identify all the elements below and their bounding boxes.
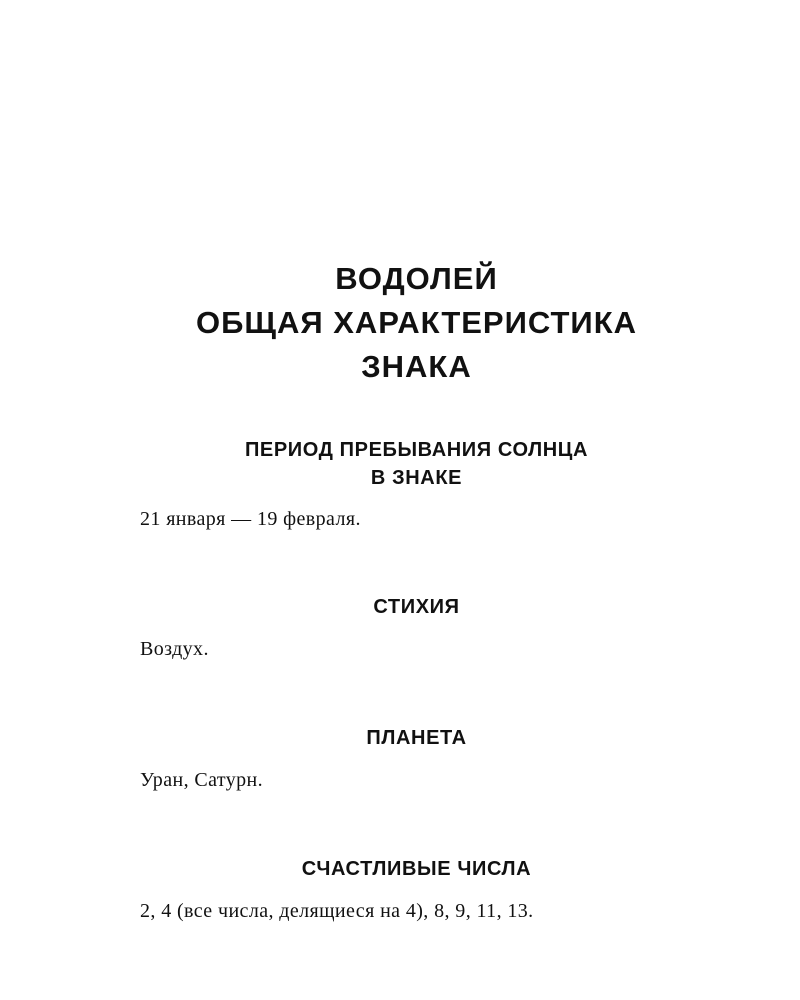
section-body-element: Воздух. — [140, 638, 209, 660]
section-heading-line: СЧАСТЛИВЫЕ ЧИСЛА — [301, 858, 532, 880]
section-heading-line: ПЕРИОД ПРЕБЫВАНИЯ СОЛНЦА — [244, 439, 589, 461]
section-heading-line: ПЛАНЕТА — [366, 727, 467, 749]
section-heading-line: В ЗНАКЕ — [370, 467, 463, 489]
section-heading-planet — [0, 724, 800, 752]
chapter-title-line: ВОДОЛЕЙ — [335, 261, 498, 296]
section-body-sun-period: 21 января — 19 февраля. — [140, 508, 361, 530]
section-body-planet: Уран, Сатурн. — [140, 769, 264, 791]
section-heading-lucky-numbers — [0, 855, 800, 883]
section-heading-sun-period — [0, 436, 800, 492]
section-heading-element — [0, 593, 800, 621]
section-body-lucky-numbers: 2, 4 (все числа, делящиеся на 4), 8, 9, 11, 13. — [140, 900, 534, 922]
chapter-title-line: ОБЩАЯ ХАРАКТЕРИСТИКА — [195, 305, 638, 340]
section-heading-line: СТИХИЯ — [373, 596, 460, 618]
chapter-title — [0, 257, 800, 389]
chapter-title-line: ЗНАКА — [361, 349, 472, 384]
